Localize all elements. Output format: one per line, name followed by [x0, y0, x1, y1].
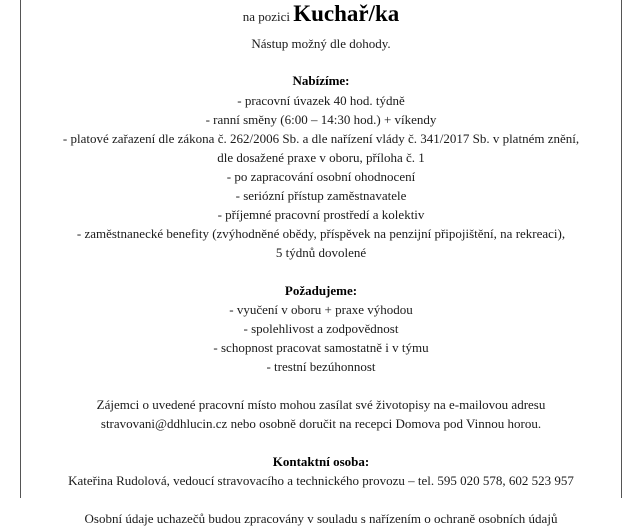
application-paragraph — [21, 395, 621, 433]
demand-item: - vyučení v oboru + praxe výhodou — [229, 302, 413, 317]
start-note: Nástup možný dle dohody. — [251, 36, 391, 51]
offer-item: - platové zařazení dle zákona č. 262/2006 Sb. a dle nařízení vlády č. 341/2017 Sb. v platném znění, — [62, 131, 580, 146]
offer-item: - zaměstnanecké benefity (zvýhodněné obědy, příspěvek na penzijní připojištění, na rekreaci), — [76, 226, 566, 241]
job-title: Kuchař/ka — [293, 1, 400, 26]
job-heading — [21, 0, 621, 31]
contact-details: Kateřina Rudolová, vedoucí stravovacího a technického provozu – tel. 595 020 578, 602 523 957 — [68, 473, 574, 488]
offer-section-title: Nabízíme: — [292, 73, 350, 88]
offer-item: - ranní směny (6:00 – 14:30 hod.) + víkendy — [205, 112, 437, 127]
demand-item: - spolehlivost a zodpovědnost — [243, 321, 399, 336]
offer-item: 5 týdnů dovolené — [275, 245, 367, 260]
cut-off-text-line: Osobní údaje uchazečů budou zpracovány v souladu s nařízením o ochraně osobních údajů — [84, 511, 558, 526]
offer-item: dle dosažené praxe v oboru, příloha č. 1 — [217, 150, 425, 165]
demand-item: - schopnost pracovat samostatně i v týmu — [213, 340, 429, 355]
demand-section-title: Požadujeme: — [284, 283, 358, 298]
email-address[interactable]: stravovani@ddhlucin.cz — [100, 416, 228, 431]
contact-section-title: Kontaktní osoba: — [272, 454, 370, 469]
application-line-2-rest: nebo osobně doručit na recepci Domova pod Vinnou horou. — [227, 416, 542, 431]
offer-item: - pracovní úvazek 40 hod. týdně — [237, 93, 405, 108]
offer-item: - seriózní přístup zaměstnavatele — [235, 188, 407, 203]
demand-item: - trestní bezúhonnost — [266, 359, 376, 374]
offer-item: - po zapracování osobní ohodnocení — [226, 169, 416, 184]
offer-list — [21, 91, 621, 262]
application-line-1: Zájemci o uvedené pracovní místo mohou zasílat své životopisy na e-mailovou adresu — [96, 397, 546, 412]
job-posting — [21, 0, 621, 528]
heading-prefix: na pozici — [242, 9, 290, 24]
offer-item: - příjemné pracovní prostředí a kolektiv — [217, 207, 425, 222]
application-line-2 — [21, 414, 621, 433]
demand-list — [21, 300, 621, 376]
